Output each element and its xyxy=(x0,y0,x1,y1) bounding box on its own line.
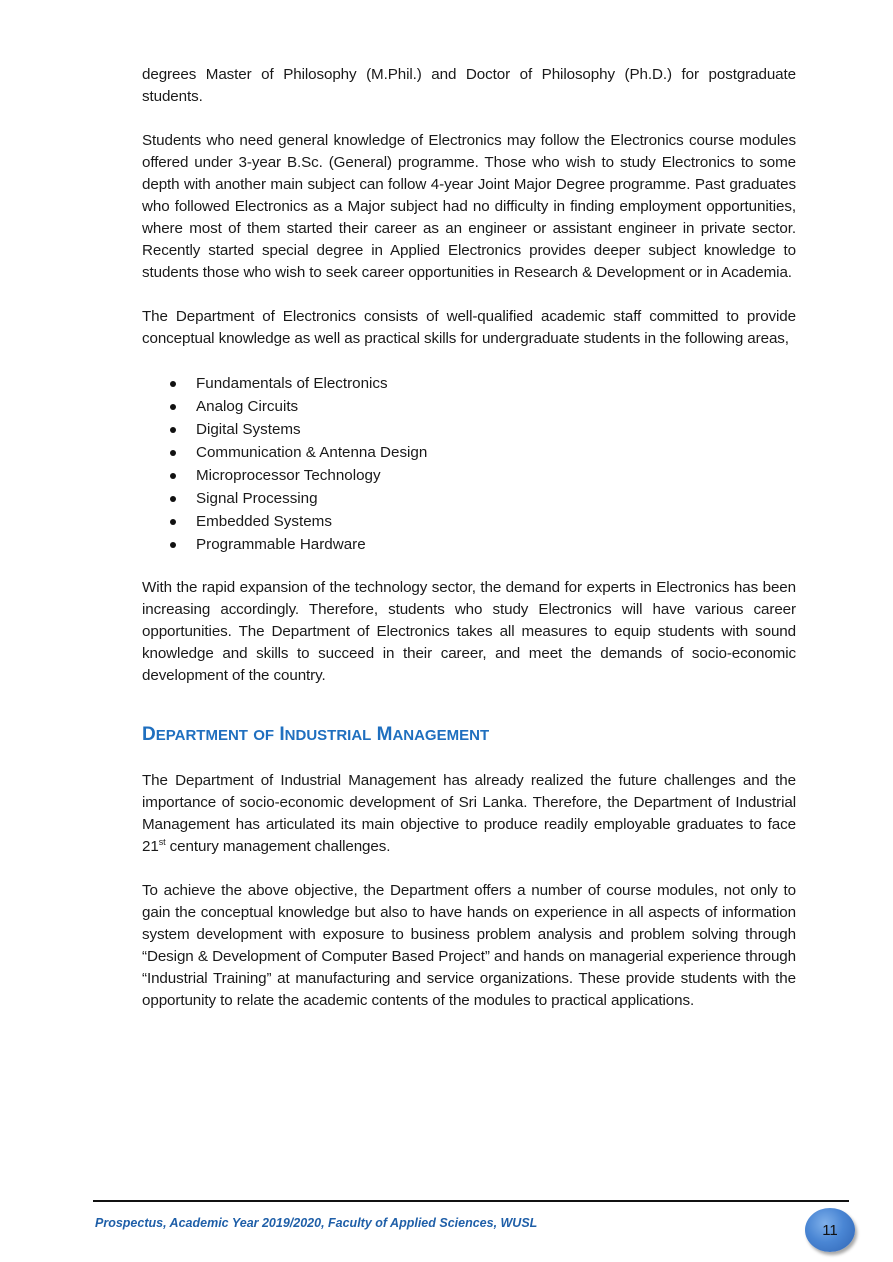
list-item: Embedded Systems xyxy=(142,510,796,533)
bullet-icon xyxy=(170,496,176,502)
paragraph-im-modules: To achieve the above objective, the Department offers a number of course modules, not only to gain the conceptual knowledge but also to have hands on experience in all aspects of information system development with exposure to business problem analysis and problem solving through “Design & Development of Computer Based Project” and hands on managerial experience through “Industrial Training” at manufacturing and service organizations. These provide students with the opportunity to relate the academic contents of the modules to practical applications. xyxy=(142,882,796,1009)
paragraph-degrees: degrees Master of Philosophy (M.Phil.) and Doctor of Philosophy (Ph.D.) for postgraduate students. xyxy=(142,66,796,105)
list-item: Analog Circuits xyxy=(142,395,796,418)
list-item: Signal Processing xyxy=(142,487,796,510)
bullet-icon xyxy=(170,473,176,479)
footer-text: Prospectus, Academic Year 2019/2020, Faculty of Applied Sciences, WUSL xyxy=(95,1216,538,1230)
bullet-icon xyxy=(170,381,176,387)
areas-list xyxy=(142,372,796,556)
list-item: Fundamentals of Electronics xyxy=(142,372,796,395)
bullet-icon xyxy=(170,519,176,525)
paragraph-electronics-staff: The Department of Electronics consists of well-qualified academic staff committed to provide conceptual knowledge as well as practical skills for undergraduate students in the following areas, xyxy=(142,308,796,347)
bullet-icon xyxy=(170,542,176,548)
page-number-badge: 11 xyxy=(805,1208,855,1252)
list-item: Programmable Hardware xyxy=(142,533,796,556)
footer-divider xyxy=(93,1200,849,1202)
bullet-icon xyxy=(170,427,176,433)
bullet-icon xyxy=(170,404,176,410)
bullet-icon xyxy=(170,450,176,456)
paragraph-electronics-careers: With the rapid expansion of the technology sector, the demand for experts in Electronics has been increasing accordingly. Therefore, students who study Electronics will have various career opportunities. The Department of Electronics takes all measures to equip students with sound knowledge and skills to succeed in their career, and meet the demands of socio-economic development of the country. xyxy=(142,579,796,684)
page-content xyxy=(142,64,796,1012)
list-item: Digital Systems xyxy=(142,418,796,441)
paragraph-im-objective: The Department of Industrial Management has already realized the future challenges and the importance of socio-economic development of Sri Lanka. Therefore, the Department of Industrial Management has articulated its main objective to produce readily employable graduates to face 21st century management challenges. xyxy=(142,772,796,855)
list-item: Microprocessor Technology xyxy=(142,464,796,487)
section-heading: DEPARTMENT OF INDUSTRIAL MANAGEMENT xyxy=(142,724,490,745)
paragraph-electronics-programmes: Students who need general knowledge of Electronics may follow the Electronics course modules offered under 3-year B.Sc. (General) programme. Those who wish to study Electronics to some depth with another main subject can follow 4-year Joint Major Degree programme. Past graduates who followed Electronics as a Major subject had no difficulty in finding employment opportunities, where most of them started their career as an engineer or assistant engineer in private sector. Recently started special degree in Applied Electronics provides deeper subject knowledge to students those who wish to seek career opportunities in Research & Development or in Academia. xyxy=(142,132,796,281)
list-item: Communication & Antenna Design xyxy=(142,441,796,464)
